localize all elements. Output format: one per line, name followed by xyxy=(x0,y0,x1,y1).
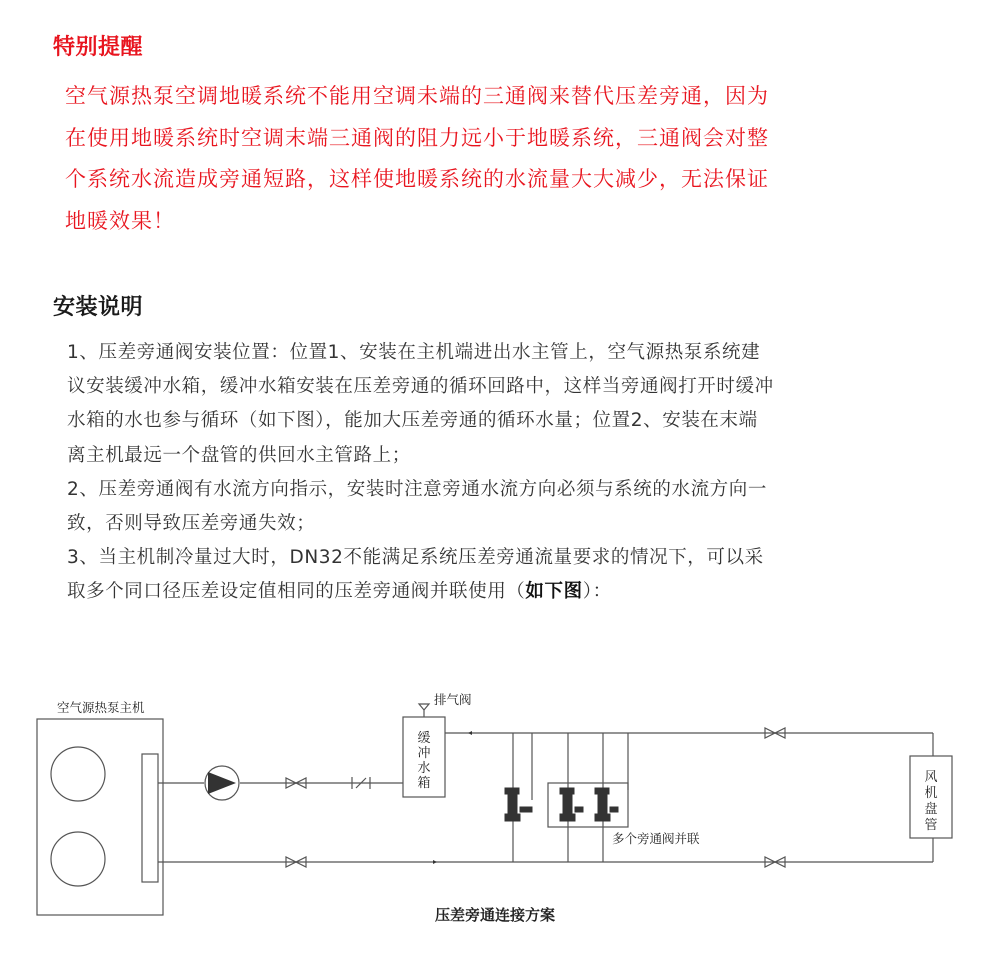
coil-label-char: 风 xyxy=(924,770,938,785)
host-label: 空气源热泵主机 xyxy=(57,700,145,715)
pump-arrow-icon xyxy=(208,772,236,794)
install-line: 致，否则导致压差旁通失效； xyxy=(67,513,316,535)
tank-label-char: 水 xyxy=(417,761,431,776)
tank-label-char: 缓 xyxy=(417,731,431,746)
notice-body xyxy=(65,76,885,242)
install-title: 安装说明 xyxy=(53,295,144,320)
install-line: 1、压差旁通阀安装位置：位置1、安装在主机端进出水主管上，空气源热泵系统建 xyxy=(67,342,761,363)
install-line: 离主机最远一个盘管的供回水主管路上； xyxy=(67,444,411,466)
install-last-bold: 如下图 xyxy=(525,581,583,603)
flow-arrow-icon xyxy=(433,860,437,864)
notice-line: 个系统水流造成旁通短路，这样使地暖系统的水流量大大减少，无法保证 xyxy=(65,167,769,191)
fan-top-icon xyxy=(51,747,105,801)
coil-label-char: 盘 xyxy=(924,802,938,817)
diagram-caption: 压差旁通连接方案 xyxy=(434,906,556,924)
heat-pump-host xyxy=(37,719,163,915)
fan-bottom-icon xyxy=(51,832,105,886)
install-line: 议安装缓冲水箱，缓冲水箱安装在压差旁通的循环回路中，这样当旁通阀打开时缓冲 xyxy=(67,376,774,398)
vent-valve-icon xyxy=(419,704,429,710)
vent-label: 排气阀 xyxy=(434,692,472,707)
flow-arrow-icon xyxy=(468,731,472,735)
install-line-last xyxy=(67,575,887,609)
bypass-valve-icon xyxy=(595,788,618,821)
parallel-label: 多个旁通阀并联 xyxy=(612,831,700,846)
tank-label-char: 箱 xyxy=(417,776,431,791)
install-line: 水箱的水也参与循环（如下图），能加大压差旁通的循环水量；位置2、安装在末端 xyxy=(67,410,758,432)
install-last-prefix: 取多个同口径压差设定值相同的压差旁通阀并联使用（ xyxy=(67,581,526,603)
notice-line: 空气源热泵空调地暖系统不能用空调未端的三通阀来替代压差旁通，因为 xyxy=(65,84,769,108)
tank-label-char: 冲 xyxy=(417,746,431,761)
install-line: 2、压差旁通阀有水流方向指示，安装时注意旁通水流方向必须与系统的水流方向一 xyxy=(67,478,767,500)
heat-exchanger xyxy=(142,754,158,882)
bypass-valve-icon xyxy=(560,788,583,821)
coil-label-char: 管 xyxy=(924,818,938,833)
bypass-valve-icon xyxy=(505,788,532,821)
coil-label-char: 机 xyxy=(924,786,938,801)
install-body xyxy=(67,336,887,610)
notice-line: 地暖效果！ xyxy=(65,208,175,233)
install-last-suffix: ）： xyxy=(582,581,612,603)
notice-title: 特别提醒 xyxy=(53,35,144,60)
install-line: 3、当主机制冷量过大时，DN32不能满足系统压差旁通流量要求的情况下，可以采 xyxy=(67,547,764,569)
bypass-connection-diagram xyxy=(0,660,990,960)
notice-line: 在使用地暖系统时空调末端三通阀的阻力远小于地暖系统，三通阀会对整 xyxy=(65,125,769,150)
